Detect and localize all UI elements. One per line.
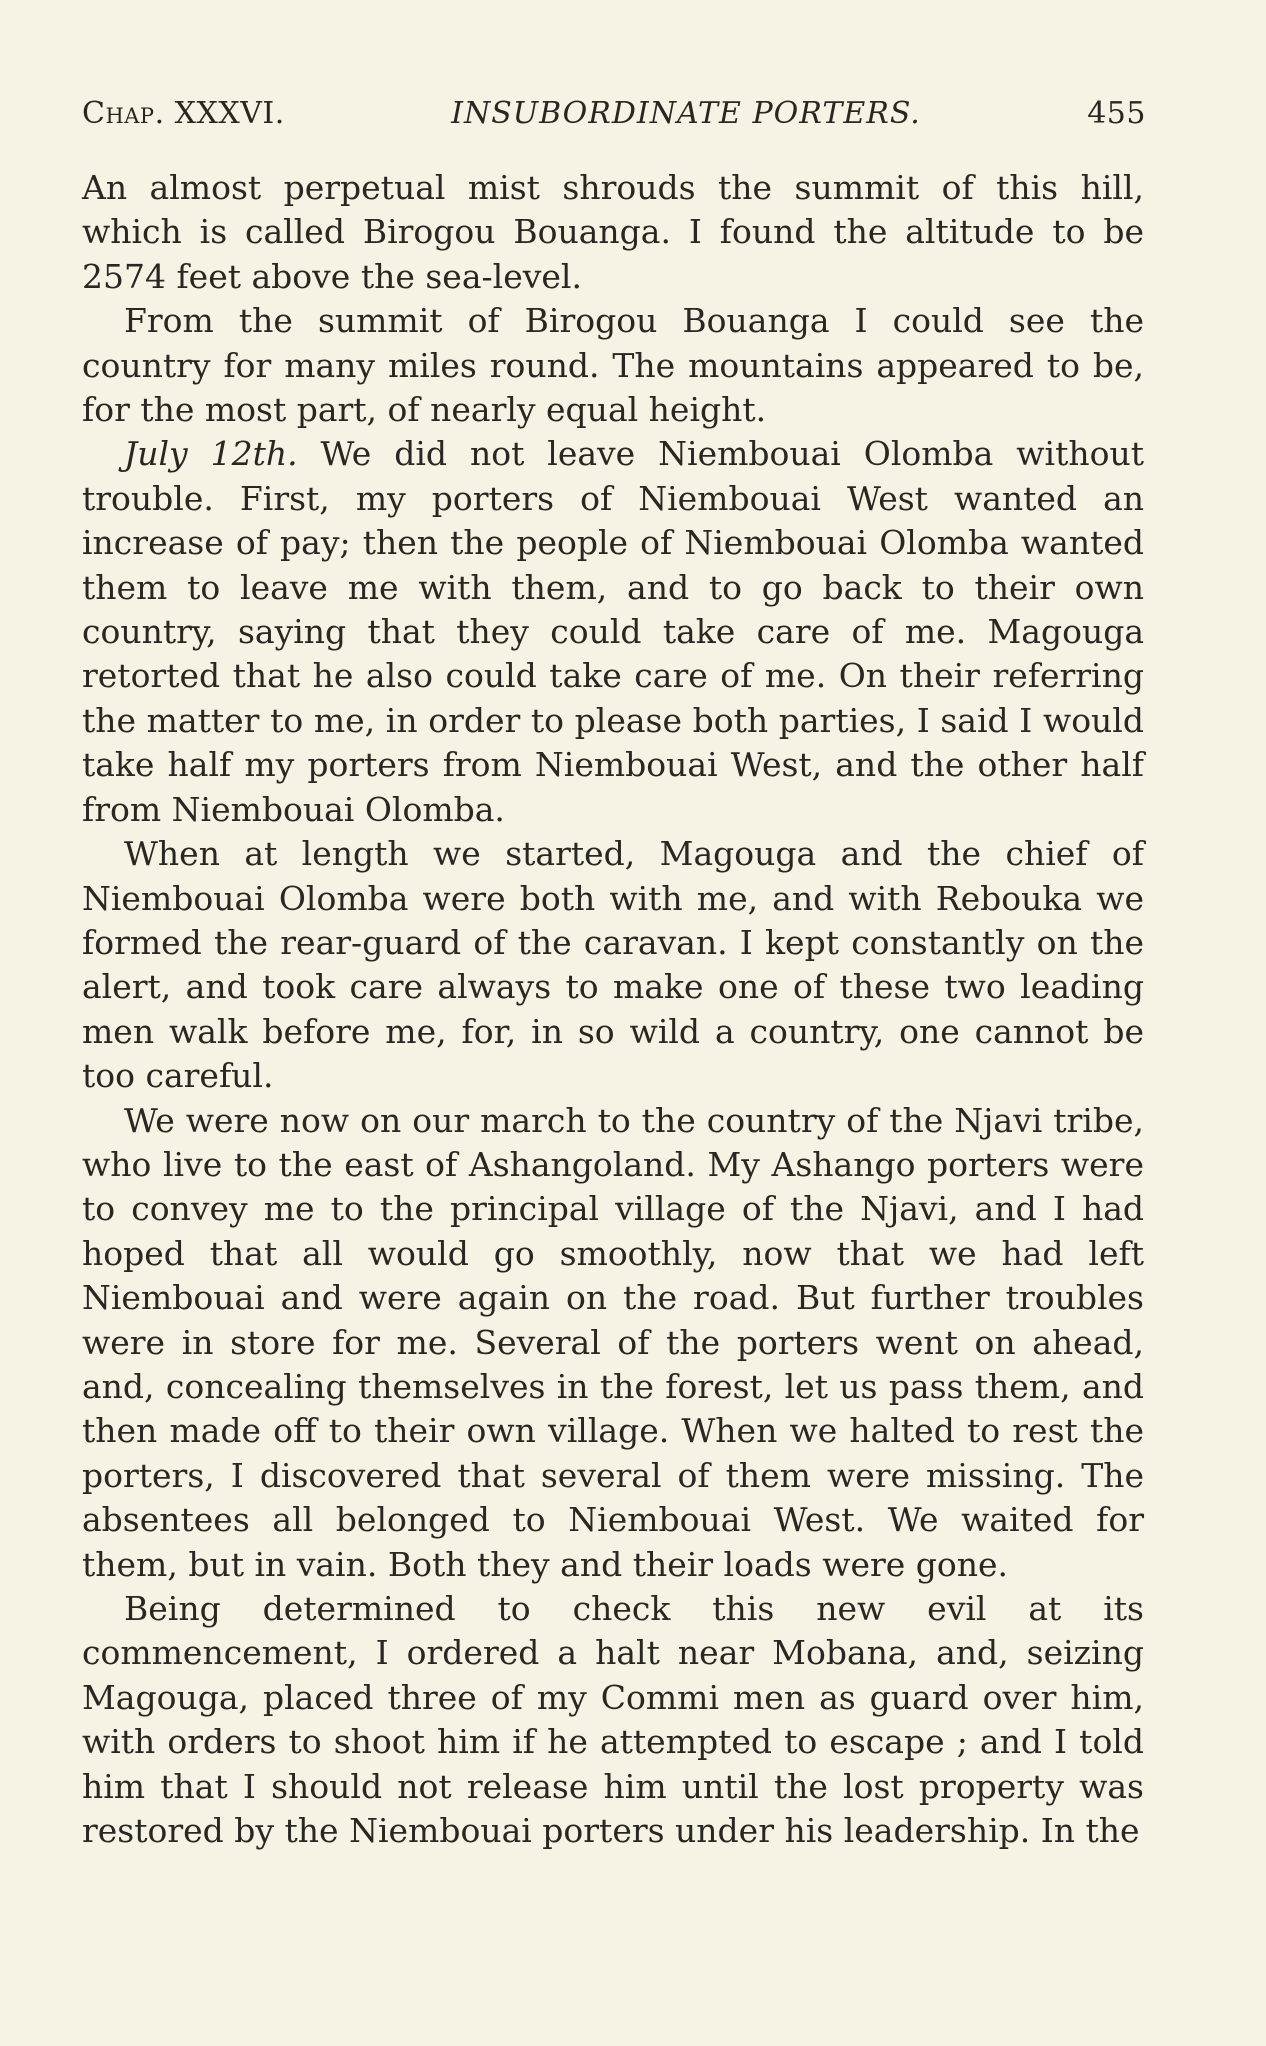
paragraph-text: When at length we started, Magouga and the chief of Niembouai Olomba were both with me, and with Rebouka we formed the rear-guard of the caravan. I kept constantly on the alert, and took care always to make one of these two leading men walk before me, for, in so wild a country, one cannot be too careful.: [82, 834, 1144, 1096]
chapter-label: Chap. XXXVI.: [82, 96, 285, 131]
paragraph-text: An almost perpetual mist shrouds the summit of this hill, which is called Birogou Bouanga. I found the altitude to be 2574 feet above the sea-level.: [82, 168, 1144, 296]
page-number: 455: [1087, 96, 1146, 131]
running-head: [82, 96, 1146, 140]
paragraph-6: [82, 1587, 1144, 1853]
body-text: [82, 166, 1144, 1853]
running-title: INSUBORDINATE PORTERS.: [451, 96, 921, 131]
paragraph-2: [82, 299, 1144, 432]
paragraph-4: [82, 832, 1144, 1098]
paragraph-1: [82, 166, 1144, 299]
paragraph-text: From the summit of Birogou Bouanga I could see the country for many miles round. The mountains appeared to be, for the most part, of nearly equal height.: [82, 301, 1144, 430]
paragraph-5: [82, 1099, 1144, 1587]
paragraph-text: We were now on our march to the country of the Njavi tribe, who live to the east of Ashangoland. My Ashango porters were to convey me to the principal village of the Njavi, and I had hoped that all would go smoothly, now that we had left Niembouai and were again on the road. But further troubles were in store for me. Several of the porters went on ahead, and, concealing themselves in the forest, let us pass them, and then made off to their own village. When we halted to rest the porters, I discovered that several of them were missing. The absentees all belonged to Niembouai West. We waited for them, but in vain. Both they and their loads were gone.: [82, 1100, 1144, 1584]
paragraph-3: [82, 432, 1144, 832]
paragraph-text: We did not leave Niembouai Olomba without trouble. First, my porters of Niembouai West wanted an increase of pay; then the people of Niembouai Olomba wanted them to leave me with them, and to go back to their own country, saying that they could take care of me. Magouga retorted that he also could take care of me. On their referring the matter to me, in order to please both parties, I said I would take half my porters from Niembouai West, and the other half from Niembouai Olomba.: [82, 434, 1144, 829]
diary-date: July 12th.: [124, 434, 298, 474]
paragraph-text: Being determined to check this new evil at its commencement, I ordered a halt near Mobana, and, seizing Magouga, placed three of my Commi men as guard over him, with orders to shoot him if he attempted to escape ; and I told him that I should not release him until the lost property was restored by the Niembouai porters under his leadership. In the: [82, 1589, 1144, 1851]
